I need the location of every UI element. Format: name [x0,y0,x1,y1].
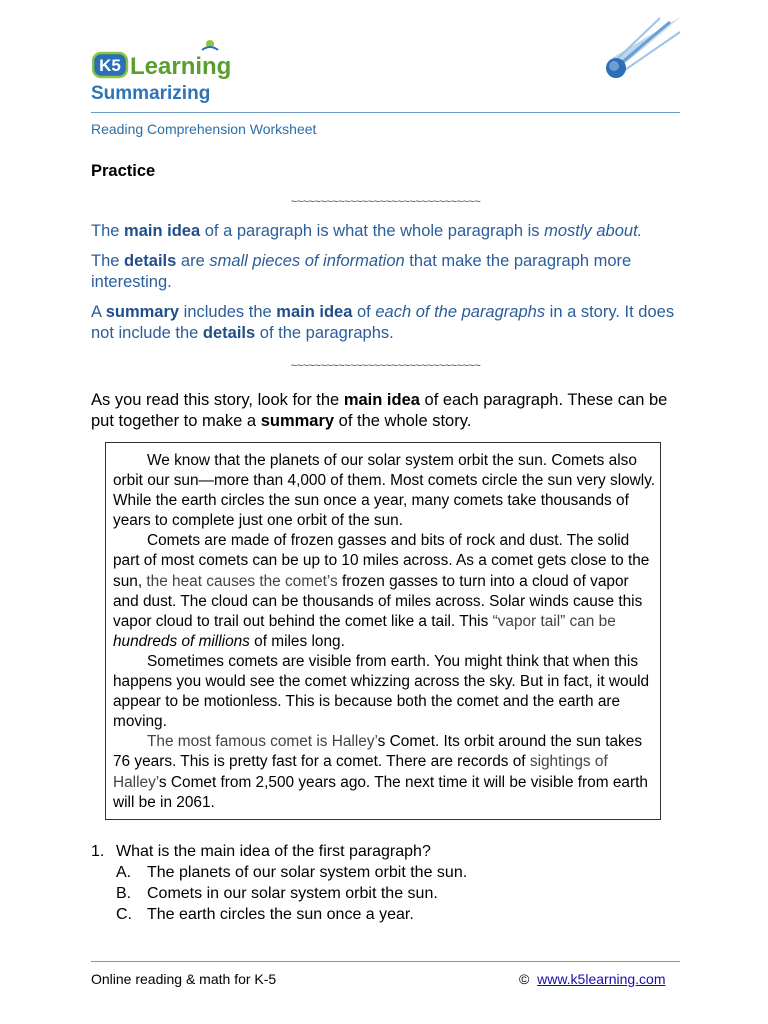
story-paragraph-3: Sometimes comets are visible from earth. You might think that when this happens you would see the comet whizzing across the sky. But in fact, it would appear to be motionless. This is because both the comet and the earth are moving. [113,652,650,731]
option-letter: B. [116,885,132,902]
story-text [113,451,658,813]
separator-top: ~~~~~~~~~~~~~~~~~~~~~~~~~~~~~~~~ [290,196,481,208]
question-text: What is the main idea of the first paragraph? [116,843,431,860]
definition-details: The details are small pieces of information that make the paragraph more interesting. [91,252,632,291]
option-text: Comets in our solar system orbit the sun. [147,885,438,902]
option-letter: A. [116,864,132,881]
option-letter: C. [116,906,132,923]
practice-heading: Practice [91,162,156,180]
answer-option-a[interactable] [91,862,671,883]
website-link[interactable]: www.k5learning.com [537,971,666,987]
story-paragraph-2: Comets are made of frozen gasses and bits of rock and dust. The solid part of most comets can be up to 10 miles across. As a comet gets close to the sun, the heat causes the comet’s frozen gasses to turn into a cloud of vapor and dust. The cloud can be thousands of miles across. Solar winds cause this vapor cloud to trail out behind the comet like a tail. This “vapor tail” can be hundreds of millions of miles long. [113,532,650,650]
definition-summary: A summary includes the main idea of each of the paragraphs in a story. It does not include the details of the paragraphs. [91,303,675,342]
question-number: 1. [91,843,105,860]
footer-credit [519,971,666,987]
definition-main-idea: The main idea of a paragraph is what the whole paragraph is mostly about. [91,222,643,240]
comet-icon [598,14,684,84]
copyright-symbol: © [519,971,530,987]
question-1 [91,841,671,925]
k5-learning-logo [92,38,257,82]
answer-option-b[interactable] [91,883,671,904]
logo-learning-text: Learning [130,53,232,80]
page-subtitle: Reading Comprehension Worksheet [91,121,317,137]
footer-divider [91,961,680,962]
option-text: The earth circles the sun once a year. [147,906,414,923]
story-paragraph-1: We know that the planets of our solar system orbit the sun. Comets also orbit our sun—more than 4,000 of them. Most comets circle the sun very slowly. While the earth circles the sun once a year, many comets take thousands of years to complete just one orbit of the sun. [113,452,656,530]
answer-option-c[interactable] [91,904,671,925]
page-title: Summarizing [91,83,211,104]
instructions: As you read this story, look for the main idea of each paragraph. These can be put together to make a summary of the whole story. [91,391,668,430]
separator-bottom: ~~~~~~~~~~~~~~~~~~~~~~~~~~~~~~~~ [290,360,481,372]
option-text: The planets of our solar system orbit the sun. [147,864,468,881]
header-divider [91,112,680,113]
story-paragraph-4: The most famous comet is Halley’s Comet. Its orbit around the sun takes 76 years. This is pretty fast for a comet. There are records of sightings of Halley’s Comet from 2,500 years ago. The next time it will be visible from earth will be in 2061. [113,733,648,811]
footer-tagline: Online reading & math for K-5 [91,971,277,987]
logo-k5-text: K5 [99,56,121,75]
